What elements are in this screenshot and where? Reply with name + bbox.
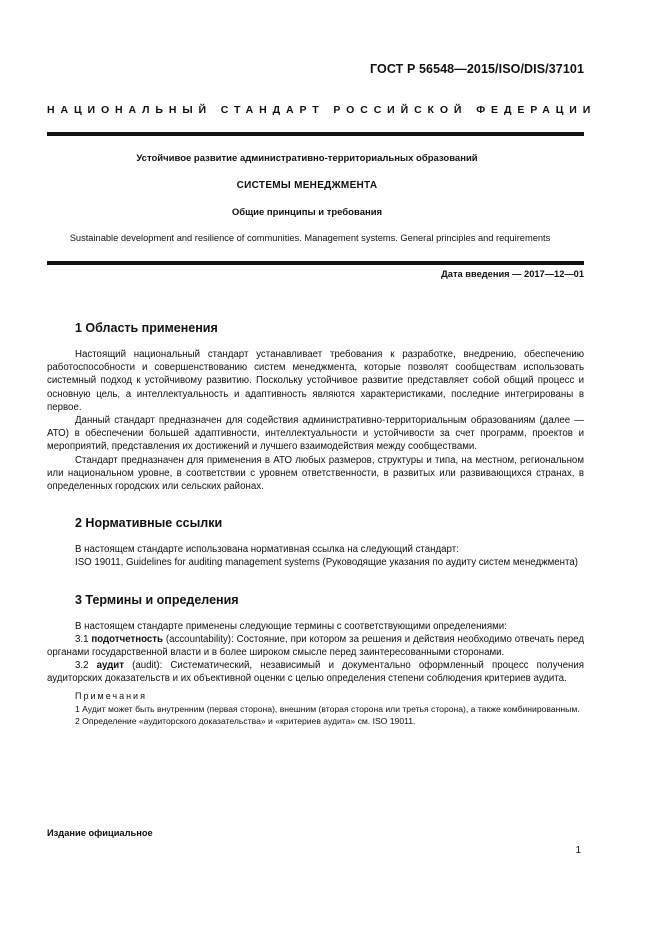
note: 2 Определение «аудиторского доказательства» и «критериев аудита» см. ISO 19011. [75, 715, 416, 726]
document-body [47, 320, 584, 749]
introduction-date: Дата введения — 2017—12—01 [441, 269, 584, 279]
title-main: СИСТЕМЫ МЕНЕДЖМЕНТА [236, 180, 378, 191]
paragraph: Данный стандарт предназначен для содействия административно-территориальным образованиям (далее — АТО) в обеспечении большей адаптивности, интеллектуальности и устойчивости за счет программ, проектов и мероприятий, представления их достижений и лучшего взаимодействия между сообществами. [47, 415, 584, 453]
term-text: (accountability): Состояние, при котором за решения и действия необходимо отвечать перед органами государственной власти и в более широком смысле перед заинтересованными сторонами. [47, 633, 584, 659]
paragraph: Настоящий национальный стандарт устанавливает требования к разработке, внедрению, обеспечению работоспособности и совершенствованию систем менеджмента, которые позволят сообществам использовать системный подход к устойчивому развитию. Поскольку устойчивое развитие представляет собой общий процесс и основную цель, а интеллектуальность и адаптивность являются характеристиками, последние интегрированы в первое. [47, 349, 584, 413]
title-divider [47, 261, 584, 265]
top-divider [47, 132, 584, 136]
notes-label: Примечания [75, 690, 147, 701]
section-scope [47, 320, 584, 493]
national-standard-banner: НАЦИОНАЛЬНЫЙ СТАНДАРТ РОССИЙСКОЙ ФЕДЕРАЦИИ [47, 104, 597, 116]
page-number: 1 [575, 845, 581, 856]
paragraph: В настоящем стандарте применены следующие термины с соответствующими определениями: [75, 620, 507, 632]
term-number: 3.2 [75, 660, 97, 672]
paragraph: В настоящем стандарте использована нормативная ссылка на следующий стандарт: [75, 544, 459, 556]
paragraph: ISO 19011, Guidelines for auditing management systems (Руководящие указания по аудиту систем менеджмента) [75, 557, 578, 569]
section-heading: 1 Область применения [75, 321, 218, 335]
term-name: аудит [96, 660, 124, 672]
section-normative-references [47, 515, 584, 569]
official-edition-label: Издание официальное [47, 828, 153, 838]
term-definition [47, 659, 584, 685]
term-number: 3.1 [75, 633, 92, 645]
term-text: (audit): Систематический, независимый и документально оформленный процесс получения аудиторских доказательств и их объективной оценки с целью определения степени соблюдения критериев аудита. [47, 660, 584, 685]
title-english: Sustainable development and resilience of communities. Management systems. General principles and requirements [69, 233, 551, 243]
section-heading: 2 Нормативные ссылки [75, 516, 223, 531]
term-name: подотчетность [91, 633, 163, 645]
title-russian-line: Устойчивое развитие административно-территориальных образований [136, 153, 478, 164]
document-code: ГОСТ Р 56548—2015/ISO/DIS/37101 [370, 62, 584, 76]
section-terms-definitions [47, 592, 584, 727]
note: 1 Аудит может быть внутренним (первая сторона), внешним (вторая сторона или третья сторона), а также комбинированным. [75, 703, 580, 714]
paragraph: Стандарт предназначен для применения в АТО любых размеров, структуры и типа, на местном, региональном или национальном уровне, в соответствии с уровнем ответственности, в развитых или развивающихся странах, в определенных городских или сельских районах. [47, 454, 584, 493]
section-heading: 3 Термины и определения [75, 592, 239, 607]
title-subtitle: Общие принципы и требования [231, 207, 383, 218]
term-definition [47, 633, 584, 659]
